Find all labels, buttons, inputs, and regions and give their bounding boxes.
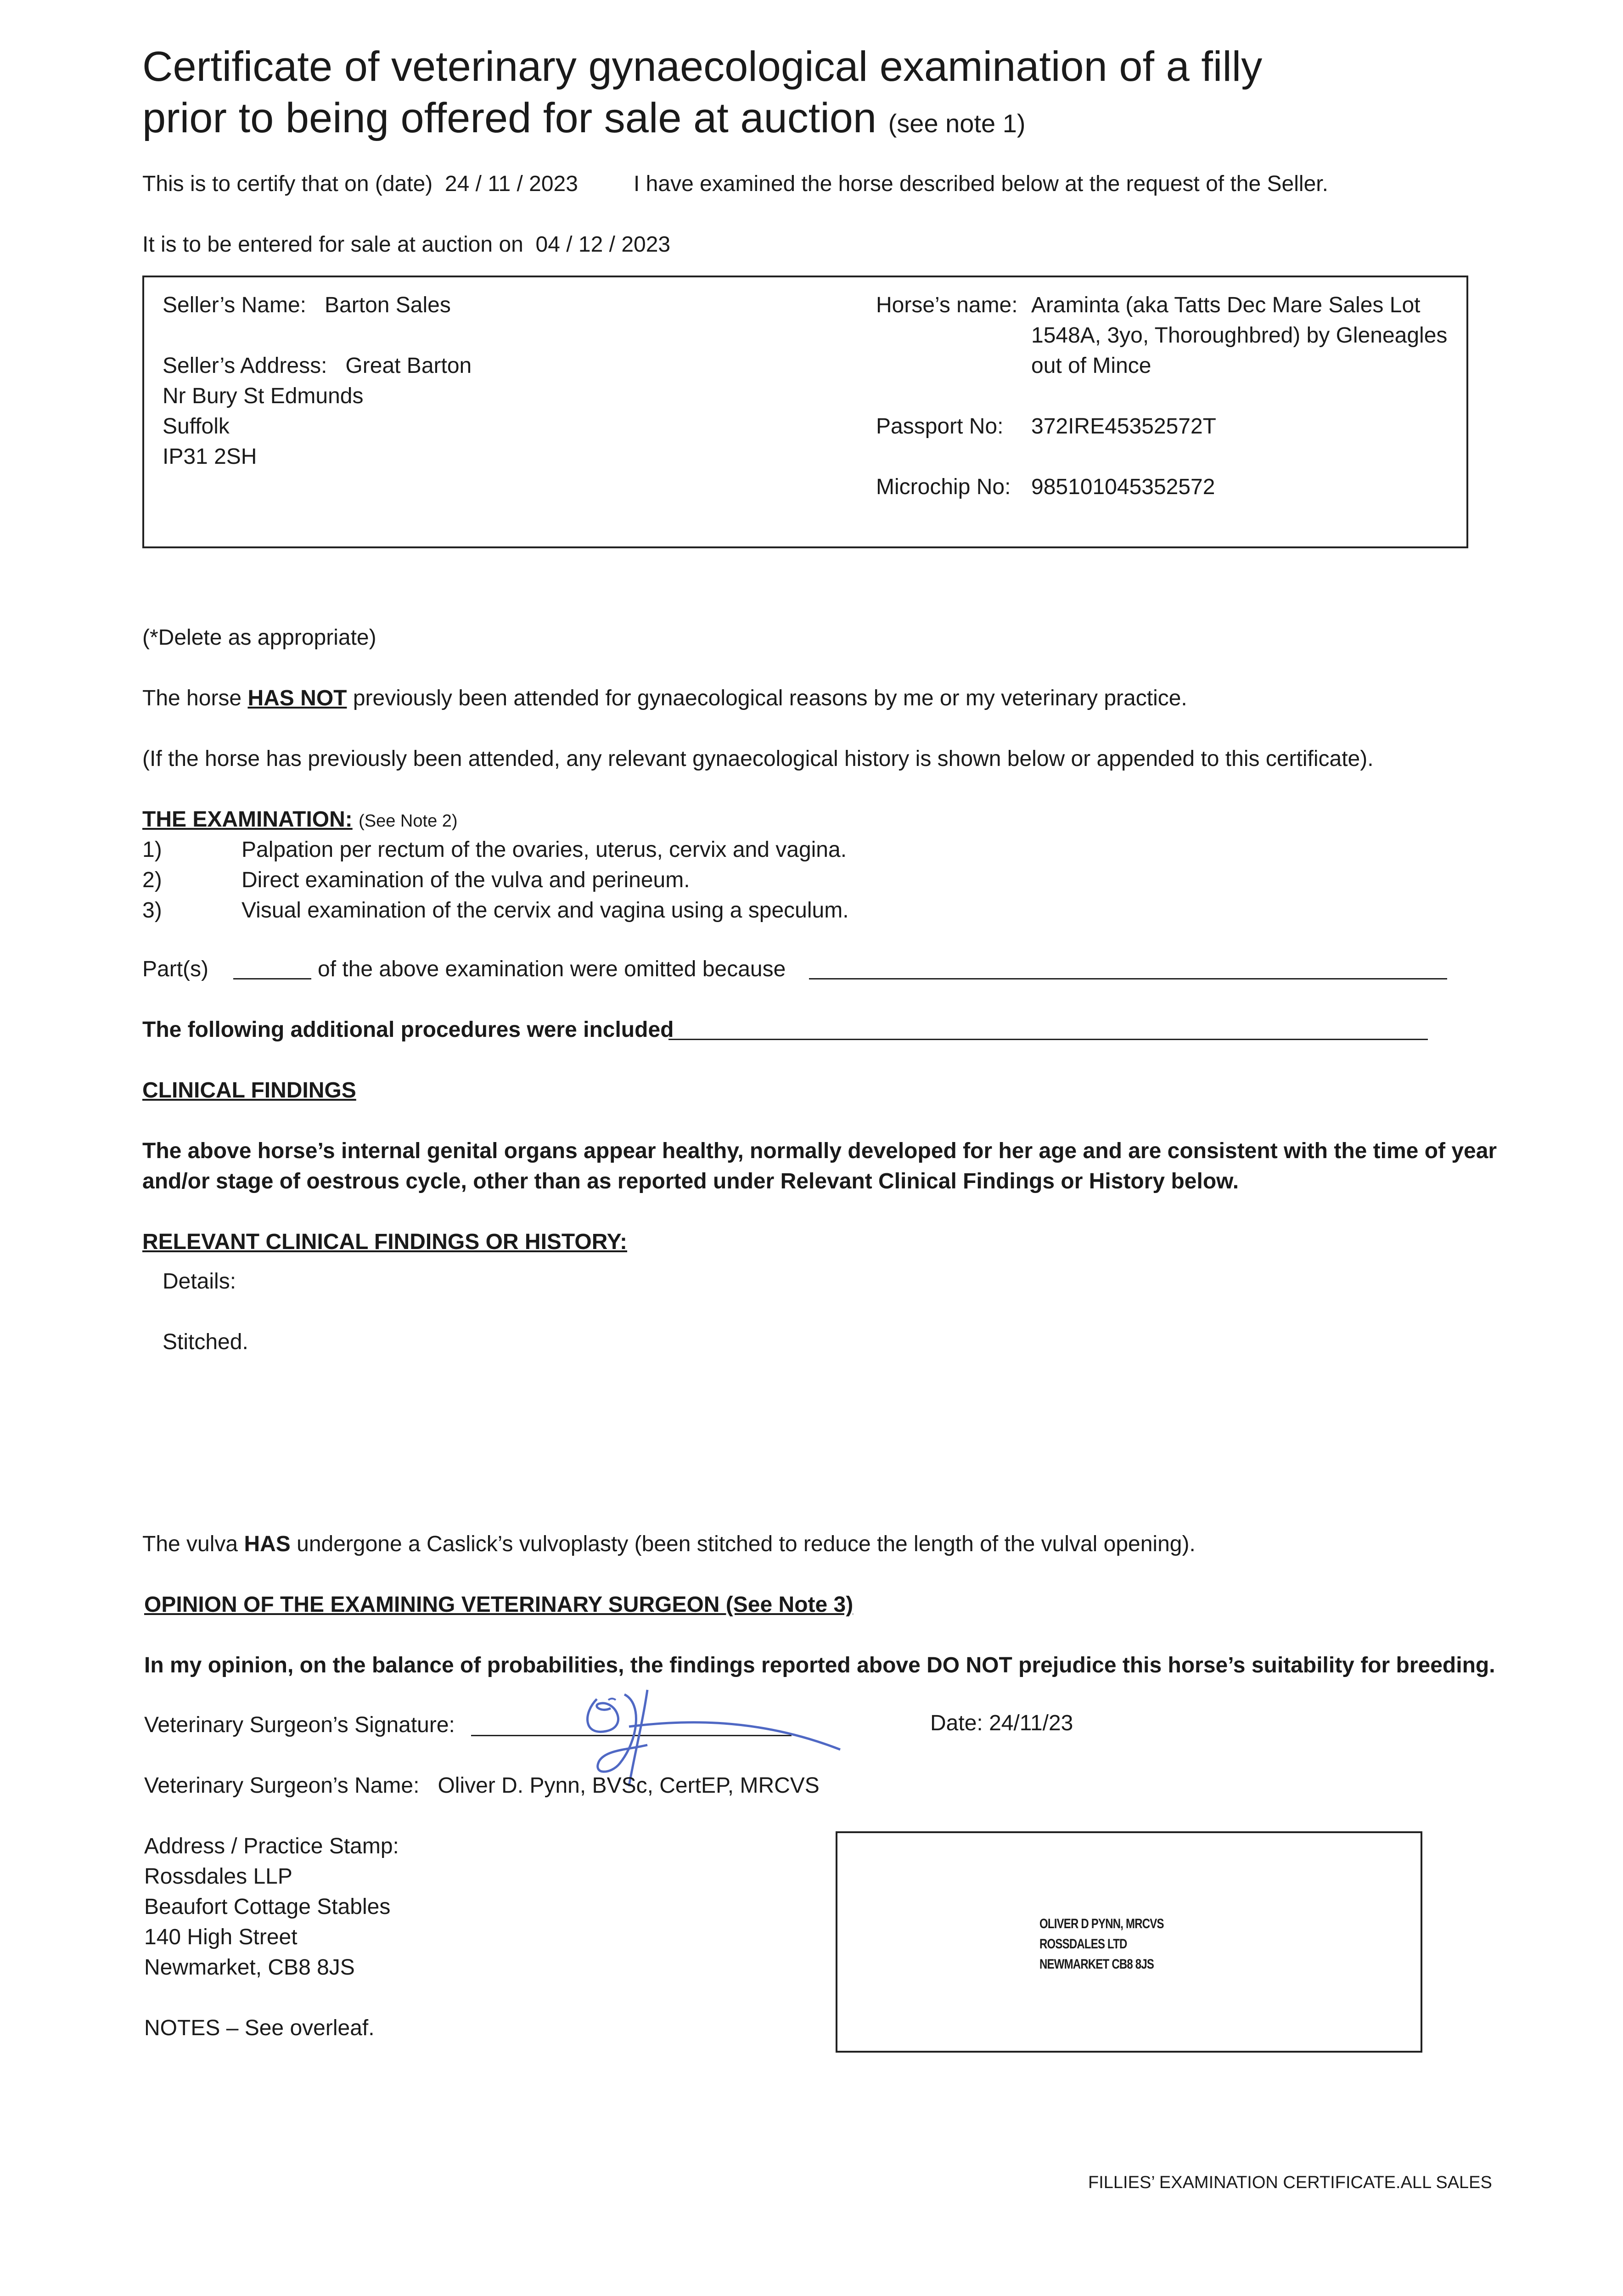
additional-procedures-label: The following additional procedures were included [142,1018,674,1042]
certify-prefix: This is to certify that on (date) [142,172,433,196]
certificate-title-line1: Certificate of veterinary gynaecological examination of a filly [142,43,1263,90]
microchip-number: 985101045352572 [1031,475,1215,499]
additional-procedures-blank [668,1039,1428,1040]
signature-date: 24/11/23 [989,1711,1073,1735]
horse-name-label: Horse’s name: [876,293,1018,317]
signature-date-label: Date: [930,1711,983,1735]
details-label: Details: [163,1269,236,1294]
examination-heading: THE EXAMINATION: [142,807,353,832]
passport-number: 372IRE45352572T [1031,414,1216,439]
details-text: Stitched. [163,1330,248,1354]
examination-item-text: Direct examination of the vulva and perineum. [241,868,690,892]
surgeon-name-row [144,1771,820,1801]
auction-date: 04 / 12 / 2023 [535,232,671,257]
notes-overleaf: NOTES – See overleaf. [144,2016,375,2040]
seller-address-row [163,351,472,381]
vulvoplasty-statement [142,1529,1196,1559]
seller-address-line: Great Barton [345,354,472,378]
examination-note: (See Note 2) [359,811,458,831]
history-note: (If the horse has previously been attended, any relevant gynaecological history is shown below or appended to this certificate). [142,747,1374,771]
omitted-parts-blank [233,978,311,979]
examination-item-number: 3) [142,898,162,923]
certify-line [142,169,578,199]
title-note: (see note 1) [888,109,1026,138]
delete-note: (*Delete as appropriate) [142,625,376,650]
attended-statement [142,683,1187,714]
seller-name-label: Seller’s Name: [163,293,307,317]
stamp-line: ROSSDALES LTD [1039,1936,1127,1952]
horse-name-line: out of Mince [1031,354,1151,378]
clinical-findings-line: and/or stage of oestrous cycle, other than as reported under Relevant Clinical Findings or History below. [142,1169,1239,1193]
auction-line [142,230,670,260]
horse-name-line: 1548A, 3yo, Thoroughbred) by Gleneagles [1031,323,1448,348]
title-text: prior to being offered for sale at auction [142,95,877,141]
certify-suffix: I have examined the horse described below at the request of the Seller. [634,172,1328,196]
examination-item-text: Visual examination of the cervix and vagina using a speculum. [241,898,849,923]
omitted-prefix: Part(s) [142,957,208,981]
seller-address-line: Nr Bury St Edmunds [163,384,364,408]
vulva-suffix: undergone a Caslick’s vulvoplasty (been stitched to reduce the length of the vulval opening). [297,1532,1196,1556]
attended-status: HAS NOT [247,686,347,710]
practice-address-line: Rossdales LLP [144,1864,292,1889]
clinical-findings-heading: CLINICAL FINDINGS [142,1078,356,1103]
opinion-text: In my opinion, on the balance of probabilities, the findings reported above DO NOT prejudice this horse’s suitability for breeding. [144,1653,1495,1677]
vulva-status: HAS [244,1532,291,1556]
exam-date: 24 / 11 / 2023 [444,172,578,196]
passport-label: Passport No: [876,414,1004,439]
examination-item-number: 2) [142,868,162,892]
examination-heading-row [142,805,458,836]
seller-name-row [163,290,451,321]
seller-name: Barton Sales [325,293,451,317]
clinical-findings-line: The above horse’s internal genital organs appear healthy, normally developed for her age and are consistent with the time of year [142,1139,1497,1163]
practice-address-line: 140 High Street [144,1925,298,1949]
stamp-line: NEWMARKET CB8 8JS [1039,1957,1154,1972]
practice-stamp-label: Address / Practice Stamp: [144,1834,399,1858]
examination-item-number: 1) [142,838,162,862]
attended-prefix: The horse [142,686,242,710]
practice-address-line: Newmarket, CB8 8JS [144,1955,355,1980]
opinion-heading: OPINION OF THE EXAMINING VETERINARY SURGEON (See Note 3) [144,1593,854,1617]
relevant-findings-heading: RELEVANT CLINICAL FINDINGS OR HISTORY: [142,1230,628,1254]
examination-item-text: Palpation per rectum of the ovaries, uterus, cervix and vagina. [241,838,847,862]
certificate-title-line2 [142,93,1026,149]
practice-stamp [1039,1914,1164,1975]
signature-label: Veterinary Surgeon’s Signature: [144,1713,455,1737]
microchip-label: Microchip No: [876,475,1011,499]
horse-name-line: Araminta (aka Tatts Dec Mare Sales Lot [1031,293,1421,317]
seller-address-line: IP31 2SH [163,445,257,469]
auction-prefix: It is to be entered for sale at auction on [142,232,523,257]
footer-label: FILLIES’ EXAMINATION CERTIFICATE.ALL SALES [1088,2173,1492,2192]
vulva-prefix: The vulva [142,1532,238,1556]
omitted-reason-blank [809,978,1447,979]
surgeon-name-label: Veterinary Surgeon’s Name: [144,1773,420,1798]
seller-address-line: Suffolk [163,414,230,439]
seller-address-label: Seller’s Address: [163,354,327,378]
omitted-middle: of the above examination were omitted because [318,957,786,981]
attended-suffix: previously been attended for gynaecological reasons by me or my veterinary practice. [353,686,1187,710]
surgeon-name: Oliver D. Pynn, BVSc, CertEP, MRCVS [438,1773,820,1798]
practice-address-line: Beaufort Cottage Stables [144,1895,391,1919]
stamp-line: OLIVER D PYNN, MRCVS [1039,1916,1164,1931]
signature-date-row [930,1708,1073,1739]
